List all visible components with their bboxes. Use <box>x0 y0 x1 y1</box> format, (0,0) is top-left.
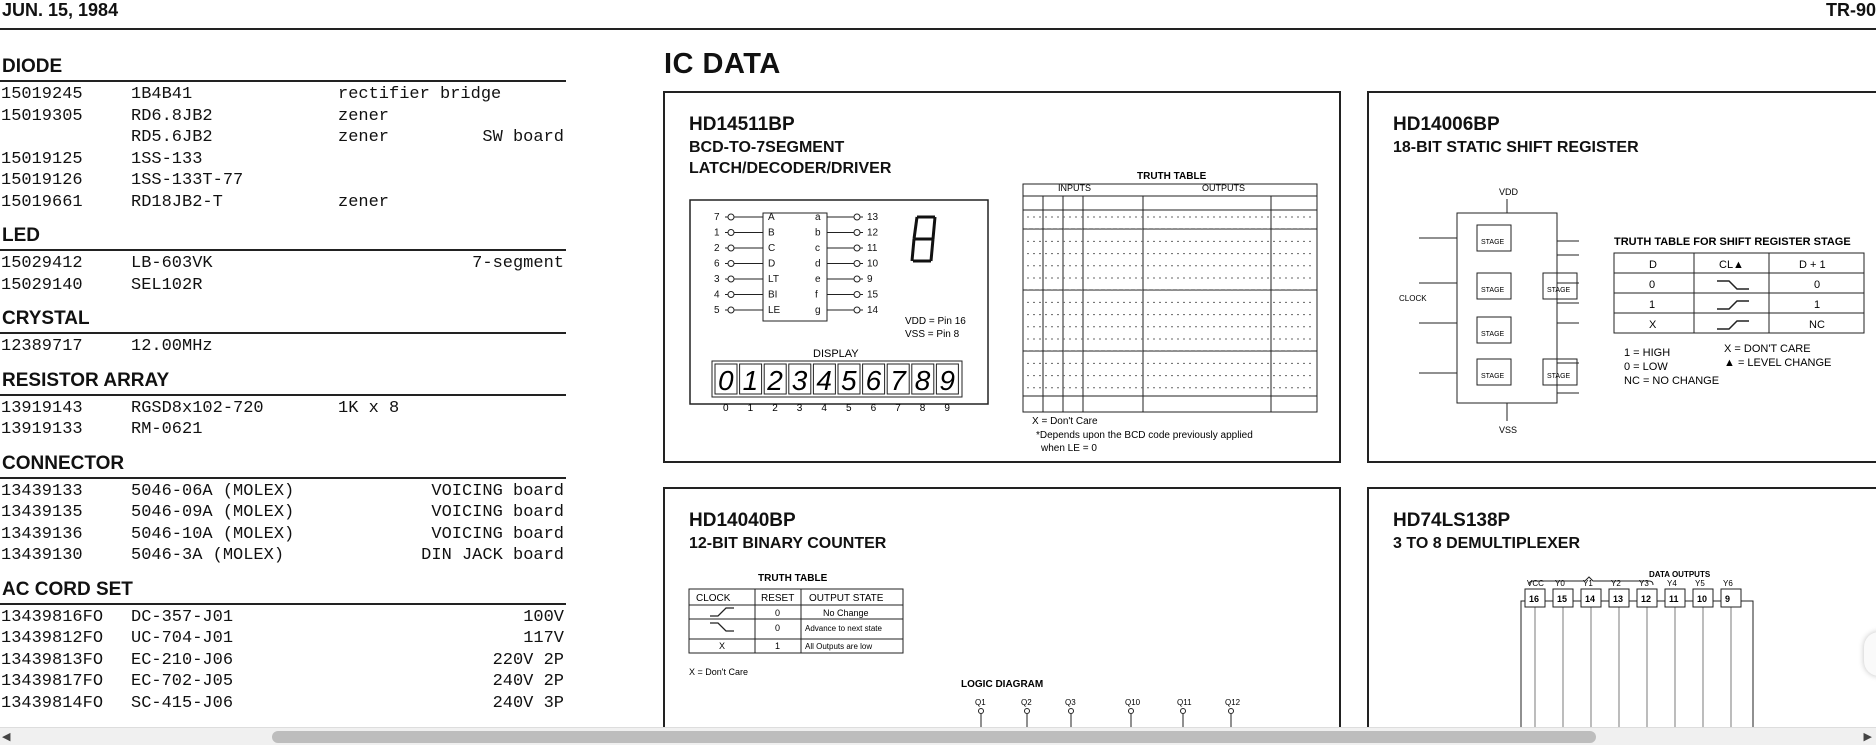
part-number: 13439136 <box>1 524 83 544</box>
vdd-label: VDD <box>1499 187 1519 197</box>
ic-data-title: IC DATA <box>664 48 781 80</box>
pin-number: 12 <box>867 227 879 239</box>
parts-list <box>0 52 566 722</box>
section-title: CONNECTOR <box>0 449 566 479</box>
q-label: Q11 <box>1177 698 1192 707</box>
part-number: 15019125 <box>1 149 83 169</box>
section-rows <box>0 479 566 575</box>
section-title: AC CORD SET <box>0 575 566 605</box>
part-number: 13439812FO <box>1 629 104 648</box>
ic-desc: 3 TO 8 DEMULTIPLEXER <box>1393 535 1580 552</box>
q-pin <box>979 709 984 714</box>
pin-number: 14 <box>867 305 879 316</box>
digit-caption: 9 <box>944 403 950 414</box>
section-rows <box>0 334 566 366</box>
pin-name: f <box>815 289 818 301</box>
pin-name: Y3 <box>1639 579 1649 588</box>
pin-name: a <box>815 212 821 223</box>
part-row <box>0 84 566 106</box>
pin-number: 5 <box>714 305 720 316</box>
side-panel-button[interactable] <box>1864 632 1876 676</box>
part-model: RD5.6JB2 <box>131 128 213 147</box>
part-number: 13439817FO <box>1 672 104 691</box>
ic-desc: 18-BIT STATIC SHIFT REGISTER <box>1393 139 1639 156</box>
q-label: Q1 <box>975 698 986 707</box>
section-rows <box>0 605 566 723</box>
part-row <box>0 419 566 441</box>
section-rows <box>0 396 566 449</box>
part-number: 12389717 <box>1 337 83 356</box>
col-d1: D + 1 <box>1799 259 1826 271</box>
pin-dot <box>728 214 734 220</box>
part-note: VOICING board <box>431 524 564 544</box>
part-model: EC-702-J05 <box>131 672 234 691</box>
ic-desc: 12-BIT BINARY COUNTER <box>689 535 887 552</box>
seven-seg-icon <box>912 217 935 261</box>
display-digit: 7 <box>890 365 906 396</box>
panel-hd14006bp <box>1367 91 1876 463</box>
tt-cell: 1 <box>775 641 781 651</box>
q-pin <box>1129 709 1134 714</box>
scrollbar-thumb[interactable] <box>272 731 1596 743</box>
pin-name: e <box>815 274 821 285</box>
q-pin <box>1025 709 1030 714</box>
horizontal-scrollbar[interactable] <box>0 727 1876 745</box>
ic-name: HD14040BP <box>689 510 796 531</box>
stage-box <box>1477 359 1511 385</box>
pin-number: 1 <box>714 227 720 239</box>
tt-cell: 1 <box>1814 299 1821 311</box>
pin-name: LE <box>768 305 781 316</box>
part-model: 5046-06A (MOLEX) <box>131 481 295 501</box>
part-row <box>0 607 566 629</box>
display-digit: 8 <box>914 365 931 396</box>
q-label: Q12 <box>1225 698 1241 707</box>
part-number: 13919133 <box>1 420 83 439</box>
stage-box <box>1477 273 1511 299</box>
part-number: 15019661 <box>1 192 83 212</box>
part-row <box>0 545 566 567</box>
part-model: SEL102R <box>131 275 203 295</box>
pin-dot <box>728 292 734 298</box>
q-label: Q3 <box>1065 698 1076 707</box>
data-outputs-label: DATA OUTPUTS <box>1649 570 1711 579</box>
display-digit: 1 <box>742 365 759 396</box>
part-number: 15029140 <box>1 275 83 295</box>
pin-dot <box>854 230 860 236</box>
logic-title: LOGIC DIAGRAM <box>961 679 1044 690</box>
part-model: 1SS-133T-77 <box>131 171 244 190</box>
scroll-right-icon[interactable]: ▶ <box>1863 731 1872 743</box>
pin-name: Y1 <box>1583 579 1593 588</box>
display-label: DISPLAY <box>813 348 859 360</box>
part-number: 13919143 <box>1 398 83 418</box>
legend-low: 0 = LOW <box>1624 361 1668 373</box>
part-note: DIN JACK board <box>421 546 564 565</box>
tt-cell: Advance to next state <box>805 624 882 633</box>
ic-desc-line1: BCD-TO-7SEGMENT <box>689 139 845 156</box>
pin-name: g <box>815 305 821 316</box>
pin-number: 7 <box>714 212 720 223</box>
pin-number: 3 <box>714 274 720 285</box>
pin-number: 4 <box>714 289 720 301</box>
col-clock: CLOCK <box>696 593 731 604</box>
pin-dot <box>728 230 734 236</box>
digit-caption: 2 <box>772 403 778 414</box>
col-cl: CL▲ <box>1719 259 1744 271</box>
digit-caption: 7 <box>895 403 901 414</box>
pin-name: C <box>768 243 776 254</box>
part-row <box>0 628 566 650</box>
panel-hd74ls138p <box>1367 487 1876 737</box>
pin-dot <box>854 245 860 251</box>
digit-caption: 1 <box>747 403 754 414</box>
section-title: LED <box>0 221 566 251</box>
part-row <box>0 693 566 715</box>
tt-cell: 1 <box>1649 299 1656 311</box>
pin-name: Y2 <box>1611 579 1621 588</box>
tt-cell: 0 <box>775 608 781 618</box>
pin-dot <box>854 307 860 313</box>
pin-number: 15 <box>1557 594 1568 604</box>
pin-number: 14 <box>1585 594 1596 604</box>
part-model: 5046-10A (MOLEX) <box>131 524 295 544</box>
truth-table-title: TRUTH TABLE <box>1137 171 1207 182</box>
truth-table-frame <box>1023 184 1317 412</box>
pin-dot <box>728 276 734 282</box>
part-number: 15019245 <box>1 85 83 104</box>
hd74ls138-diagram <box>1369 489 1876 737</box>
pin-name: Y4 <box>1667 579 1677 588</box>
tt-cell: No Change <box>823 608 869 618</box>
section-title: DIODE <box>0 52 566 82</box>
scroll-left-icon[interactable]: ◀ <box>2 731 11 743</box>
stage-label: STAGE <box>1481 287 1505 294</box>
note-dont-care: X = Don't Care <box>1032 416 1098 427</box>
part-model: RGSD8x102-720 <box>131 398 264 418</box>
stage-label: STAGE <box>1547 287 1571 294</box>
part-row <box>0 481 566 503</box>
pin-name: LT <box>768 274 779 285</box>
part-type: zener <box>338 128 390 147</box>
col-d: D <box>1649 259 1657 271</box>
section-rows <box>0 251 566 304</box>
pin-number: 6 <box>714 258 720 270</box>
display-digit: 4 <box>816 365 832 396</box>
part-number: 15029412 <box>1 254 83 273</box>
panel-hd14511bp <box>663 91 1341 463</box>
part-note: 240V 2P <box>492 672 564 691</box>
part-row <box>0 192 566 214</box>
display-digit: 9 <box>939 365 955 396</box>
pin-number: 2 <box>714 243 720 254</box>
hd14040-diagram <box>665 489 1341 737</box>
tt-cell: All Outputs are low <box>805 642 873 651</box>
part-note: 240V 3P <box>492 693 564 713</box>
vss-label: VSS <box>1499 425 1518 435</box>
pin-name: A <box>768 212 775 223</box>
pin-name: d <box>815 258 821 270</box>
part-model: 12.00MHz <box>131 337 213 356</box>
part-row <box>0 253 566 275</box>
tt-cell: X <box>1649 319 1657 331</box>
part-number: 13439135 <box>1 503 83 522</box>
pin-name: c <box>815 243 820 254</box>
stage-label: STAGE <box>1481 373 1505 380</box>
header-model: TR-90 <box>1825 0 1876 20</box>
pin-number: 16 <box>1529 594 1540 604</box>
legend-nc: NC = NO CHANGE <box>1624 375 1720 387</box>
part-model: 1SS-133 <box>131 149 203 169</box>
tt-title: TRUTH TABLE <box>758 573 828 584</box>
clock-label: CLOCK <box>1399 294 1427 303</box>
digit-caption: 8 <box>919 403 926 414</box>
part-number: 15019305 <box>1 106 83 126</box>
pin-dot <box>854 261 860 267</box>
part-number: 13439813FO <box>1 650 104 670</box>
part-row <box>0 398 566 420</box>
section-title: RESISTOR ARRAY <box>0 366 566 396</box>
stage-label: STAGE <box>1481 239 1505 246</box>
pin-dot <box>854 214 860 220</box>
part-row <box>0 336 566 358</box>
vss-label: VSS = Pin 8 <box>905 329 960 340</box>
pin-name: b <box>815 227 821 239</box>
pin-number: 11 <box>1669 594 1679 604</box>
part-model: RD6.8JB2 <box>131 106 213 126</box>
part-number: 13439816FO <box>1 607 104 627</box>
part-model: RD18JB2-T <box>131 192 223 212</box>
note-dont-care: X = Don't Care <box>689 667 748 677</box>
section-title: CRYSTAL <box>0 304 566 334</box>
part-model: DC-357-J01 <box>131 607 234 627</box>
tt-shift-title: TRUTH TABLE FOR SHIFT REGISTER STAGE <box>1614 236 1851 248</box>
tt-cell: 0 <box>1814 279 1821 291</box>
part-note: 100V <box>523 607 564 627</box>
part-note: VOICING board <box>431 481 564 501</box>
part-note: VOICING board <box>431 503 564 522</box>
hd14511-diagram <box>665 93 1341 463</box>
part-row <box>0 275 566 297</box>
legend-high: 1 = HIGH <box>1624 347 1671 359</box>
pin-dot <box>854 292 860 298</box>
part-model: SC-415-J06 <box>131 693 234 713</box>
page-header <box>0 0 1876 30</box>
display-digit: 5 <box>841 365 857 396</box>
digit-caption: 3 <box>796 403 803 414</box>
outputs-label: OUTPUTS <box>1202 183 1246 193</box>
part-row <box>0 502 566 524</box>
legend-dont-care: X = DON'T CARE <box>1724 343 1811 355</box>
pin-dot <box>854 276 860 282</box>
stage-box <box>1477 225 1511 251</box>
q-pin <box>1069 709 1074 714</box>
part-row <box>0 149 566 171</box>
pin-name: VCC <box>1527 579 1544 588</box>
digit-caption: 6 <box>870 403 877 414</box>
tt-cell: NC <box>1809 319 1825 331</box>
ic-name: HD14511BP <box>689 114 795 135</box>
part-row <box>0 127 566 149</box>
part-number: 13439814FO <box>1 693 104 713</box>
note-when-le: when LE = 0 <box>1041 443 1097 454</box>
pin-number: 13 <box>867 212 879 223</box>
panel-hd14040bp <box>663 487 1341 737</box>
tt-cell: 0 <box>775 623 781 633</box>
part-model: LB-603VK <box>131 254 213 273</box>
pin-number: 10 <box>867 258 879 270</box>
part-note: 220V 2P <box>492 650 564 670</box>
pin-number: 13 <box>1613 594 1624 604</box>
pin-name: Y5 <box>1695 579 1705 588</box>
part-number: 13439130 <box>1 546 83 565</box>
col-output: OUTPUT STATE <box>809 593 884 604</box>
section-rows <box>0 82 566 221</box>
q-label: Q2 <box>1021 698 1032 707</box>
pin-number: 10 <box>1697 594 1708 604</box>
display-digit: 6 <box>865 365 882 396</box>
vdd-label: VDD = Pin 16 <box>905 316 966 327</box>
display-digit: 3 <box>791 365 808 396</box>
pin-name: BI <box>768 289 778 301</box>
part-note: 7-segment <box>472 254 564 273</box>
note-depends: *Depends upon the BCD code previously applied <box>1036 430 1253 441</box>
part-row <box>0 671 566 693</box>
stage-box <box>1477 317 1511 343</box>
tt-cell: 0 <box>1649 279 1656 291</box>
pin-number: 12 <box>1641 594 1652 604</box>
pin-dot <box>728 307 734 313</box>
part-row <box>0 170 566 192</box>
display-digit: 2 <box>767 365 783 396</box>
pin-box <box>1721 589 1741 607</box>
stage-box <box>1543 273 1577 299</box>
col-reset: RESET <box>761 593 795 604</box>
q-pin <box>1181 709 1186 714</box>
pin-number: 9 <box>867 274 873 285</box>
q-label: Q10 <box>1125 698 1141 707</box>
pin-number: 11 <box>867 243 878 254</box>
ic-desc-line2: LATCH/DECODER/DRIVER <box>689 160 892 177</box>
legend-level: ▲ = LEVEL CHANGE <box>1724 357 1832 369</box>
ic-name: HD14006BP <box>1393 114 1500 135</box>
part-model: 5046-3A (MOLEX) <box>131 546 285 565</box>
part-row <box>0 106 566 128</box>
part-model: 5046-09A (MOLEX) <box>131 503 295 522</box>
display-digit: 0 <box>718 365 734 396</box>
part-number: 15019126 <box>1 171 83 190</box>
inputs-label: INPUTS <box>1058 183 1092 193</box>
pin-name: Y6 <box>1723 579 1733 588</box>
pin-name: D <box>768 258 776 270</box>
pin-number: 9 <box>1725 594 1731 604</box>
part-type: 1K x 8 <box>338 398 400 418</box>
pin-dot <box>728 261 734 267</box>
digit-caption: 4 <box>821 403 827 414</box>
digit-caption: 5 <box>846 403 852 414</box>
pin-name: Y0 <box>1555 579 1565 588</box>
tt-cell: X <box>719 641 726 651</box>
ic-name: HD74LS138P <box>1393 510 1511 531</box>
part-type: rectifier bridge <box>338 85 502 104</box>
part-model: EC-210-J06 <box>131 650 234 670</box>
q-pin <box>1229 709 1234 714</box>
part-type: zener <box>338 192 390 212</box>
pin-number: 15 <box>867 289 879 301</box>
part-row <box>0 524 566 546</box>
part-note: SW board <box>482 128 564 147</box>
header-date: JUN. 15, 1984 <box>2 0 119 20</box>
part-number: 13439133 <box>1 481 83 501</box>
pin-name: B <box>768 227 775 239</box>
part-model: RM-0621 <box>131 420 203 439</box>
part-note: 117V <box>523 629 564 648</box>
part-type: zener <box>338 106 390 126</box>
hd14006-diagram <box>1369 93 1876 463</box>
part-row <box>0 650 566 672</box>
pin-dot <box>728 245 734 251</box>
stage-label: STAGE <box>1547 373 1571 380</box>
part-model: 1B4B41 <box>131 85 193 104</box>
stage-label: STAGE <box>1481 331 1505 338</box>
part-model: UC-704-J01 <box>131 629 234 648</box>
digit-caption: 0 <box>723 403 729 414</box>
